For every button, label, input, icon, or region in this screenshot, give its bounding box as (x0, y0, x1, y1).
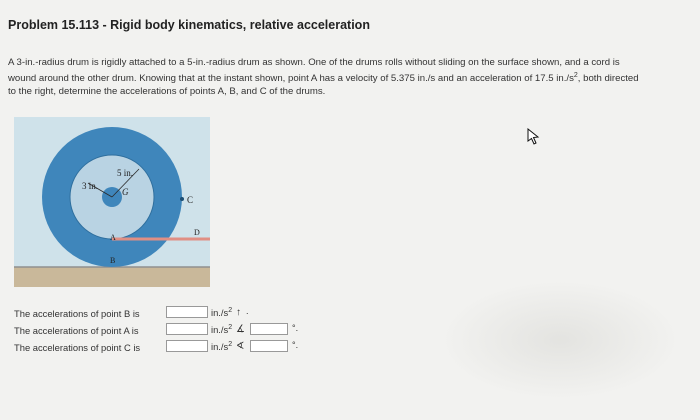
accel-a-angle-input[interactable] (250, 323, 288, 335)
answer-label-b: The accelerations of point B is (14, 308, 140, 319)
label-c: C (187, 195, 194, 205)
point-c-marker (180, 197, 184, 201)
unit-text-b: in./s (211, 307, 229, 319)
label-g: G (122, 187, 129, 197)
answer-unit-a (211, 324, 232, 335)
direction-angle-icon: ∡ (236, 324, 245, 335)
ground (14, 267, 210, 287)
unit-text-a: in./s (211, 324, 229, 336)
problem-statement (8, 56, 648, 98)
screen-glare (440, 280, 680, 400)
answer-unit-b (211, 307, 232, 318)
answer-row-a (14, 323, 314, 340)
problem-text-main: A 3-in.-radius drum is rigidly attached to a 5-in.-radius drum as shown. One of the drums rolls without sliding on the surface shown, and a cord is wound around the other drum. Knowing that at the instant shown, point A has a velocity of 5.375 in./s and an acceleration of 17.5 in./s (8, 57, 620, 85)
answer-row-c (14, 340, 314, 357)
accel-c-angle-input[interactable] (250, 340, 288, 352)
unit-exp-a: 2 (228, 324, 233, 331)
answer-section (14, 306, 314, 357)
direction-angle-icon: ∢ (236, 341, 245, 352)
label-5in: 5 in. (117, 168, 134, 178)
label-3in: 3 in. (82, 181, 99, 191)
answer-tail-b: . (246, 306, 249, 316)
mouse-cursor-icon (525, 128, 541, 146)
drum-figure (14, 117, 210, 287)
accel-c-magnitude-input[interactable] (166, 340, 208, 352)
problem-title: Problem 15.113 - Rigid body kinematics, relative acceleration (8, 18, 370, 32)
unit-exp-c: 2 (228, 341, 233, 348)
problem-text-tail: , both directed to the right, determine the accelerations of points A, B, and C of the drums. (8, 73, 639, 98)
direction-arrow-up-icon: ↑ (236, 307, 241, 318)
answer-tail-a: °. (292, 323, 299, 333)
answer-tail-c: °. (292, 340, 299, 350)
answer-row-b (14, 306, 314, 323)
unit-exp-b: 2 (228, 307, 233, 314)
answer-label-a: The accelerations of point A is (14, 325, 139, 336)
label-d: D (194, 228, 200, 237)
answer-unit-c (211, 341, 232, 352)
accel-b-magnitude-input[interactable] (166, 306, 208, 318)
label-b: B (110, 256, 116, 265)
problem-text-exponent: 2 (573, 72, 578, 79)
unit-text-c: in./s (211, 341, 229, 353)
accel-a-magnitude-input[interactable] (166, 323, 208, 335)
answer-label-c: The accelerations of point C is (14, 342, 141, 353)
label-a: A (110, 233, 116, 242)
